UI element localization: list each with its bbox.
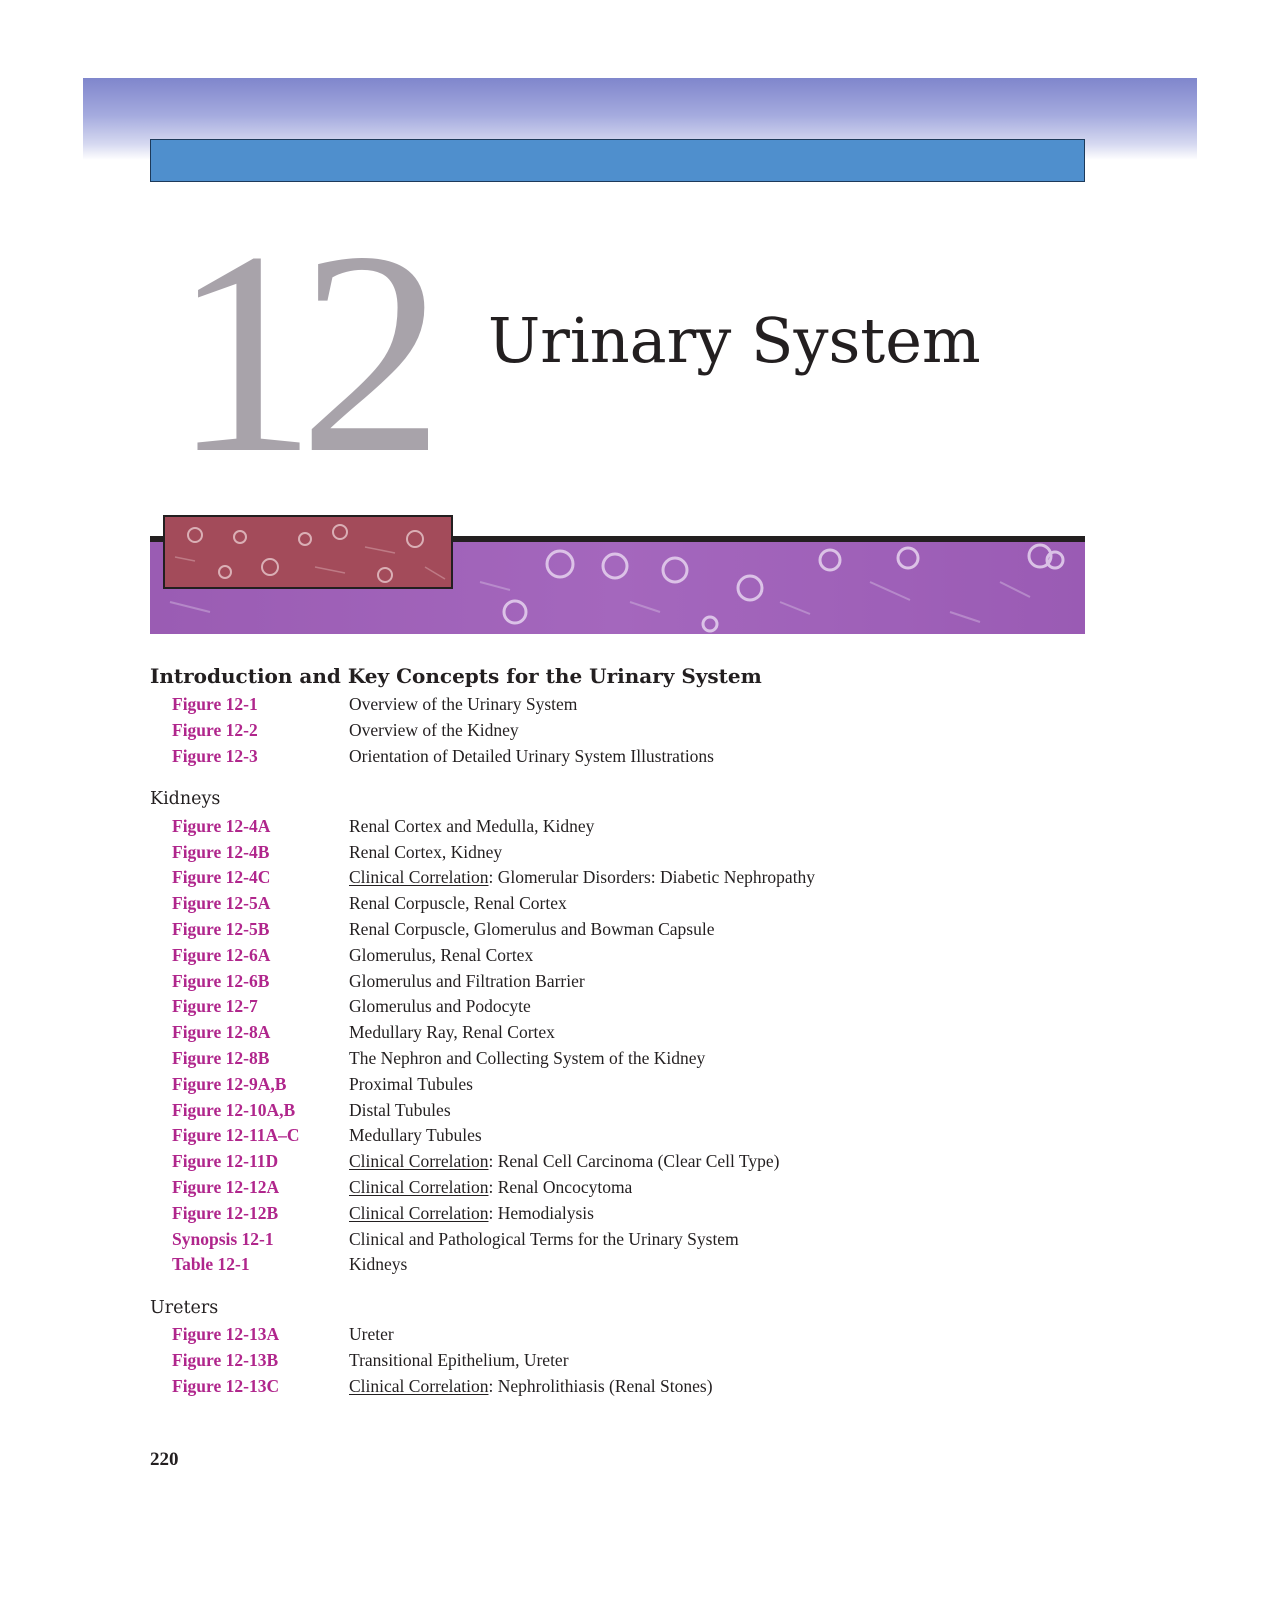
toc-entry-ref[interactable]: Figure 12-4A: [172, 815, 271, 836]
toc-entry-desc-text: : Renal Cell Carcinoma (Clear Cell Type): [488, 1151, 780, 1172]
toc-entry-ref[interactable]: Figure 12-8B: [172, 1047, 270, 1068]
toc-entry[interactable]: [150, 1175, 1130, 1201]
toc-entry[interactable]: [150, 1149, 1130, 1175]
toc-entry-desc-text: : Renal Oncocytoma: [488, 1176, 633, 1197]
clinical-correlation-label: Clinical Correlation: [349, 1151, 489, 1172]
toc-entry-ref[interactable]: Figure 12-13A: [172, 1324, 280, 1345]
toc-entry-desc: [349, 1177, 632, 1198]
toc-entry-ref[interactable]: Figure 12-4B: [172, 841, 270, 862]
toc-entry[interactable]: [150, 1322, 1130, 1348]
toc-entry-desc: Distal Tubules: [349, 1099, 451, 1120]
toc-entry-desc: Kidneys: [349, 1254, 408, 1275]
toc-entry[interactable]: [150, 891, 1130, 917]
toc-entry[interactable]: [150, 1020, 1130, 1046]
toc-entry-desc: Medullary Ray, Renal Cortex: [349, 1022, 555, 1043]
toc-entry[interactable]: [150, 994, 1130, 1020]
toc-entry-ref[interactable]: Figure 12-4C: [172, 867, 271, 888]
toc-entry[interactable]: [150, 1097, 1130, 1123]
toc-entry-desc: Transitional Epithelium, Ureter: [349, 1349, 569, 1370]
toc-entry[interactable]: [150, 1373, 1130, 1399]
toc-entry-desc: Clinical and Pathological Terms for the Urinary System: [349, 1228, 739, 1249]
toc-entry-ref[interactable]: Figure 12-6B: [172, 970, 270, 991]
toc-entry[interactable]: [150, 1226, 1130, 1252]
clinical-correlation-label: Clinical Correlation: [349, 1176, 489, 1197]
toc-entry[interactable]: [150, 942, 1130, 968]
clinical-correlation-label: Clinical Correlation: [349, 1202, 489, 1223]
histology-inset-image: [163, 515, 453, 589]
toc-entry-ref[interactable]: Table 12-1: [172, 1254, 250, 1275]
toc-entry-ref[interactable]: Figure 12-7: [172, 996, 258, 1017]
toc-entry-ref[interactable]: Figure 12-10A,B: [172, 1099, 296, 1120]
toc-entry-ref[interactable]: Figure 12-11D: [172, 1151, 279, 1172]
section-heading: Kidneys: [150, 789, 221, 810]
toc-entry-ref[interactable]: Figure 12-6A: [172, 944, 271, 965]
toc-entry-desc: Glomerulus and Podocyte: [349, 996, 531, 1017]
toc-entry-desc: Glomerulus and Filtration Barrier: [349, 970, 585, 991]
toc-entry-desc: [349, 1151, 780, 1172]
chapter-number: 12: [172, 192, 426, 513]
toc-entry-ref[interactable]: Figure 12-2: [172, 720, 258, 741]
chapter-title: Urinary System: [488, 304, 981, 377]
section-heading: Ureters: [150, 1297, 219, 1318]
toc-entry-desc: Renal Cortex, Kidney: [349, 841, 503, 862]
toc-entry-desc-text: : Glomerular Disorders: Diabetic Nephropathy: [488, 867, 816, 888]
toc-entry-desc: Overview of the Kidney: [349, 720, 519, 741]
toc-entry[interactable]: [150, 865, 1130, 891]
toc-entry[interactable]: [150, 1046, 1130, 1072]
chapter-contents: [150, 664, 1130, 1399]
toc-entry-ref[interactable]: Figure 12-9A,B: [172, 1073, 287, 1094]
toc-entry-desc: The Nephron and Collecting System of the Kidney: [349, 1047, 706, 1068]
toc-entry-desc: Medullary Tubules: [349, 1125, 482, 1146]
toc-entry-desc-text: : Hemodialysis: [488, 1202, 594, 1223]
toc-entry-ref[interactable]: Figure 12-13C: [172, 1375, 280, 1396]
toc-entry[interactable]: [150, 718, 1130, 744]
toc-entry-ref[interactable]: Synopsis 12-1: [172, 1228, 274, 1249]
toc-entry-desc: [349, 1376, 713, 1397]
toc-entry[interactable]: [150, 839, 1130, 865]
section-heading: Introduction and Key Concepts for the Urinary System: [150, 664, 762, 688]
toc-entry[interactable]: [150, 813, 1130, 839]
toc-entry-ref[interactable]: Figure 12-12A: [172, 1176, 280, 1197]
page-number: 220: [150, 1449, 179, 1470]
toc-entry[interactable]: [150, 917, 1130, 943]
toc-entry-ref[interactable]: Figure 12-1: [172, 694, 258, 715]
toc-entry-desc: Proximal Tubules: [349, 1073, 473, 1094]
clinical-correlation-label: Clinical Correlation: [349, 867, 489, 888]
header-blue-bar: [150, 139, 1085, 182]
toc-entry-desc: [349, 867, 815, 888]
toc-entry-desc-text: : Nephrolithiasis (Renal Stones): [488, 1375, 713, 1396]
toc-entry-ref[interactable]: Figure 12-11A–C: [172, 1125, 300, 1146]
toc-entry-ref[interactable]: Figure 12-5B: [172, 918, 270, 939]
toc-entry[interactable]: [150, 968, 1130, 994]
toc-entry-desc: Renal Corpuscle, Renal Cortex: [349, 893, 567, 914]
toc-entry-desc: Glomerulus, Renal Cortex: [349, 944, 534, 965]
toc-entry[interactable]: [150, 744, 1130, 770]
toc-entry[interactable]: [150, 1200, 1130, 1226]
toc-entry[interactable]: [150, 692, 1130, 718]
toc-entry[interactable]: [150, 1348, 1130, 1374]
toc-entry[interactable]: [150, 1071, 1130, 1097]
toc-entry-desc: Overview of the Urinary System: [349, 694, 578, 715]
toc-entry-ref[interactable]: Figure 12-3: [172, 745, 258, 766]
toc-entry-ref[interactable]: Figure 12-12B: [172, 1202, 279, 1223]
toc-entry-desc: Ureter: [349, 1324, 394, 1345]
toc-entry-desc: Orientation of Detailed Urinary System Illustrations: [349, 745, 714, 766]
toc-entry-desc: Renal Cortex and Medulla, Kidney: [349, 815, 595, 836]
toc-entry-ref[interactable]: Figure 12-8A: [172, 1022, 271, 1043]
clinical-correlation-label: Clinical Correlation: [349, 1375, 489, 1396]
toc-entry[interactable]: [150, 1123, 1130, 1149]
toc-entry-ref[interactable]: Figure 12-13B: [172, 1349, 279, 1370]
toc-entry-ref[interactable]: Figure 12-5A: [172, 893, 271, 914]
toc-entry[interactable]: [150, 1252, 1130, 1278]
toc-entry-desc: [349, 1203, 594, 1224]
toc-entry-desc: Renal Corpuscle, Glomerulus and Bowman Capsule: [349, 918, 715, 939]
